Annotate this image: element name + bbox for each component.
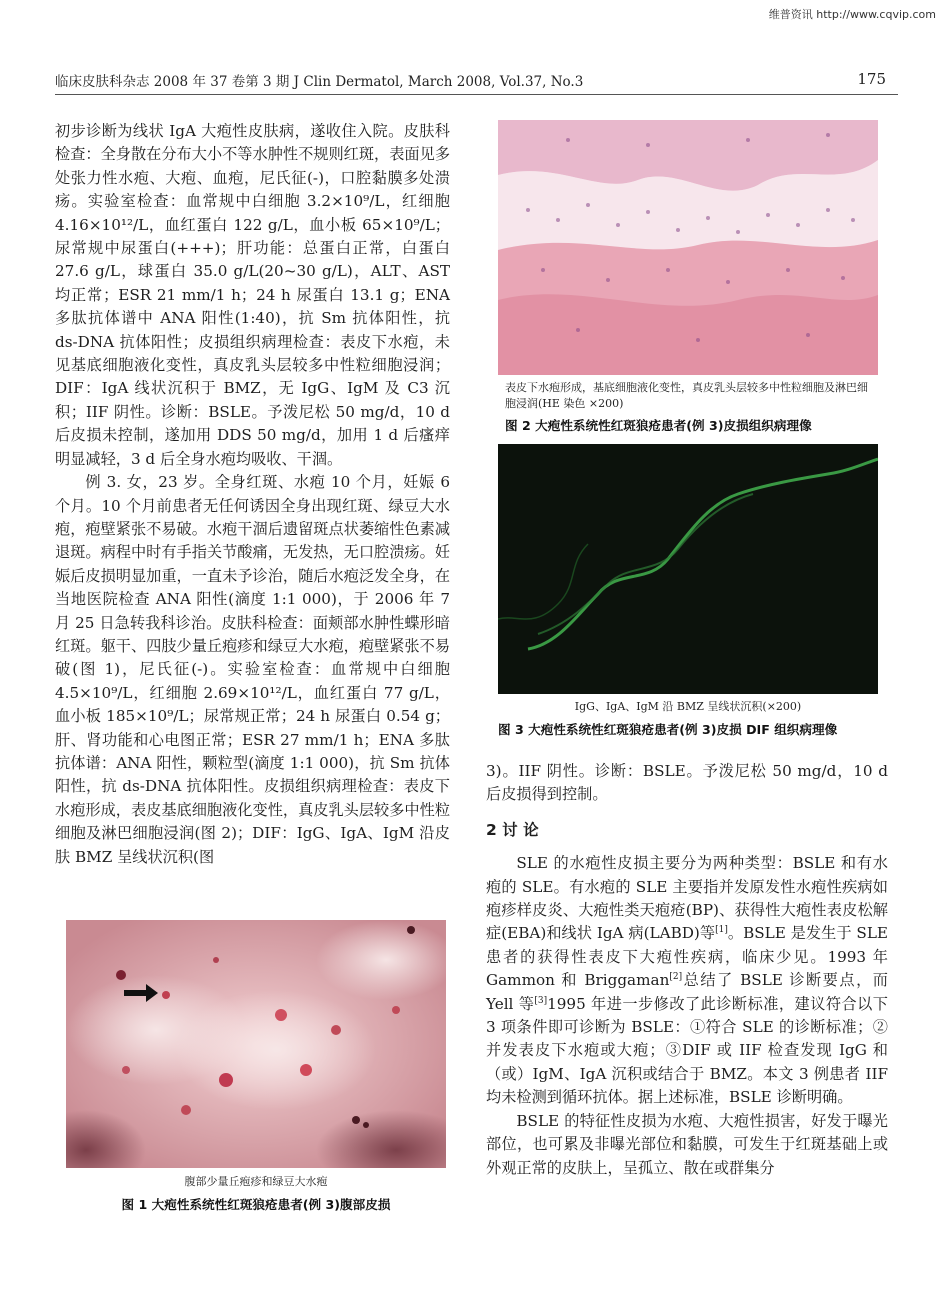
skin-photo bbox=[66, 920, 446, 1168]
right-continuation: 3)。IIF 阴性。诊断：BSLE。予泼尼松 50 mg/d，10 d 后皮损得到控制。 bbox=[486, 762, 888, 804]
header-rule bbox=[55, 94, 898, 95]
histology-photo bbox=[498, 120, 878, 375]
figure-3-caption: 图 3 大疱性系统性红斑狼疮患者(例 3)皮损 DIF 组织病理像 bbox=[498, 722, 838, 737]
page-number: 175 bbox=[857, 70, 886, 88]
right-paragraph-1: SLE 的水疱性皮损主要分为两种类型：BSLE 和有水疱的 SLE。有水疱的 SLE 主要指并发原发性水疱性疾病如疱疹样皮炎、大疱性类天疱疮(BP)、获得性大疱性表皮松解症(EBA)和线状 IgA 病(LABD)等[1]。BSLE 是发生于 SLE 患者的获得性表皮下大疱性疾病，临床少见。1993 年 Gammon 和 Briggaman[2]总结了 BSLE 诊断要点，而 Yell 等[3]1995 年进一步修改了此诊断标准，建议符合以下 3 项条件即可诊断为 BSLE：①符合 SLE 的诊断标准；②并发表皮下水疱或大疱；③DIF 或 IIF 检查发现 IgG 和（或）IgM、IgA 沉积或结合于 BMZ。本文 3 例患者 IIF 均未检测到循环抗体。据上述标准，BSLE 诊断明确。 bbox=[486, 854, 888, 1107]
watermark: 维普资讯 http://www.cqvip.com bbox=[768, 8, 936, 21]
figure-1-note: 腹部少量丘疱疹和绿豆大水疱 bbox=[184, 1175, 328, 1188]
figure-3-note: IgG、IgA、IgM 沿 BMZ 呈线状沉积(×200) bbox=[574, 700, 802, 713]
left-column bbox=[55, 120, 450, 869]
left-paragraph-2: 例 3. 女，23 岁。全身红斑、水疱 10 个月，妊娠 6 个月。10 个月前患者无任何诱因全身出现红斑、绿豆大水疱，疱壁紧张不易破。水疱干涸后遗留斑点状萎缩性色素减退斑。病程中时有手指关节酸痛，无发热，无口腔溃疡。妊娠后皮损明显加重，一直未予诊治，随后水疱泛发全身，在当地医院检查 ANA 阳性(滴度 1:1 000)，于 2006 年 7 月 25 日急转我科诊治。皮肤科检查：面颊部水肿性蝶形暗红斑。躯干、四肢少量丘疱疹和绿豆大水疱，疱壁紧张不易破(图 1)，尼氏征(-)。实验室检查：血常规中白细胞 4.5×10⁹/L，红细胞 2.69×10¹²/L，血红蛋白 77 g/L，血小板 185×10⁹/L；尿常规正常；24 h 尿蛋白 0.54 g；肝、肾功能和心电图正常；ESR 27 mm/1 h；ENA 多肽抗体谱：ANA 阳性，颗粒型(滴度 1:1 000)，抗 Sm 抗体阳性，抗 ds-DNA 抗体阳性。皮损组织病理检查：表皮下水疱形成，表皮基底细胞液化变性，真皮乳头层较多中性粒细胞及淋巴细胞浸润(图 2)；DIF：IgG、IgA、IgM 沿皮肤 BMZ 呈线状沉积(图 bbox=[55, 473, 450, 866]
figure-2-image bbox=[498, 120, 878, 375]
citation-3: [3] bbox=[534, 995, 548, 1006]
fluorescence-photo bbox=[498, 444, 878, 694]
figure-1-caption: 图 1 大疱性系统性红斑狼疮患者(例 3)腹部皮损 bbox=[121, 1197, 391, 1212]
figure-2-caption: 图 2 大疱性系统性红斑狼疮患者(例 3)皮损组织病理像 bbox=[505, 418, 812, 433]
section-heading-discussion: 2 讨 论 bbox=[486, 820, 539, 839]
right-paragraph-2: BSLE 的特征性皮损为水疱、大疱性损害，好发于曝光部位，也可累及非曝光部位和黏膜，可发生于红斑基础上或外观正常的皮肤上，呈孤立、散在或群集分 bbox=[486, 1111, 888, 1177]
right-column bbox=[486, 760, 888, 1180]
figure-1-image bbox=[66, 920, 446, 1168]
left-paragraph-1: 初步诊断为线状 IgA 大疱性皮肤病，遂收住入院。皮肤科检查：全身散在分布大小不等水肿性不规则红斑，表面见多处张力性水疱、大疱、血疱，尼氏征(-)，口腔黏膜多处溃疡。实验室检查：血常规中白细胞 3.2×10⁹/L，红细胞 4.16×10¹²/L，血红蛋白 122 g/L，血小板 65×10⁹/L；尿常规中尿蛋白(+++)；肝功能：总蛋白正常，白蛋白 27.6 g/L，球蛋白 35.0 g/L(20~30 g/L)，ALT、AST 均正常；ESR 21 mm/1 h；24 h 尿蛋白 13.1 g；ENA 多肽抗体谱中 ANA 阳性(1:40)，抗 Sm 抗体阳性，抗 ds-DNA 抗体阳性；皮损组织病理检查：表皮下水疱，未见基底细胞液化变性，真皮乳头层较多中性粒细胞浸润；DIF：IgA 线状沉积于 BMZ，无 IgG、IgM 及 C3 沉积；IIF 阴性。诊断：BSLE。予泼尼松 50 mg/d，10 d 后皮损未控制，遂加用 DDS 50 mg/d，加用 1 d 后瘙痒明显减轻，3 d 后全身水疱均吸收、干涸。 bbox=[55, 122, 450, 468]
citation-1: [1] bbox=[715, 925, 728, 936]
figure-3-image bbox=[498, 444, 878, 694]
citation-2: [2] bbox=[669, 972, 683, 983]
figure-2-note: 表皮下水疱形成，基底细胞液化变性，真皮乳头层较多中性粒细胞及淋巴细胞浸润(HE 染色 ×200) bbox=[505, 381, 868, 410]
running-head: 临床皮肤科杂志 2008 年 37 卷第 3 期 J Clin Dermatol, March 2008, Vol.37, No.3 bbox=[55, 74, 584, 90]
